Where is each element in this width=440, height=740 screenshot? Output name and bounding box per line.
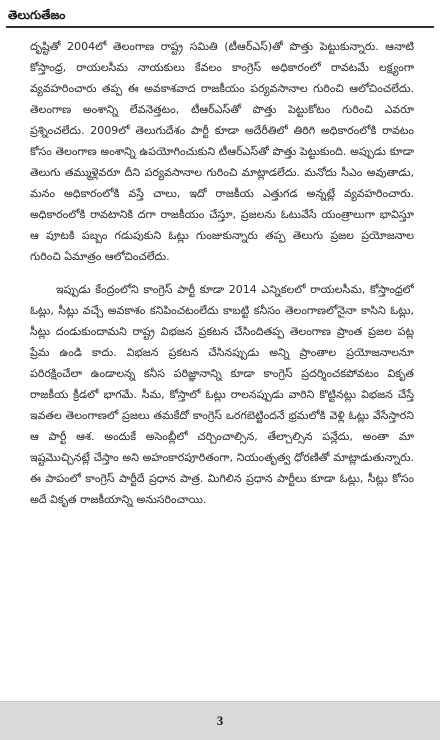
page-number: 3	[216, 713, 224, 728]
page-header	[6, 6, 434, 28]
article-body	[30, 36, 414, 696]
publication-title: తెలుగుతేజం	[8, 8, 66, 22]
paragraph-1: దృష్టితో 2004లో తెలంగాణ రాష్ట్ర సమితి (టీఆర్ఎస్)తో పొత్తు పెట్టుకున్నారు. ఆనాటి కోస్తాంధ్ర, రాయలసీమ నాయకులు కేవలం కాంగ్రెస్ అధికారంలో రావటమే లక్ష్యంగా వ్యవహరించారు తప్ప ఈ అవకాశవాద రాజకీయం పర్యవసానాల గురించి ఆలోచించలేదు. తెలంగాణ అంశాన్ని లేవనెత్తటం, టీఆర్ఎస్‌తో పొత్తు పెట్టుకోటం గురించి ఎవరూ ప్రశ్నించలేదు. 2009లో తెలుగుదేశం పార్టీ కూడా అదేరీతిలో తిరిగి అధికారంలోకి రావటం కోసం తెలంగాణ అంశాన్ని ఉపయోగించుకుని టీఆర్ఎస్‌తో పొత్తు పెట్టుకుంది. అప్పుడు కూడా తెలుగు తమ్ముళ్లెవరూ దీని పర్యవసానాల గురించి మాట్లాడలేదు. మనోదు సీఎం అవుతాడు, మనం అధికారంలోకి వస్తే చాలు, ఇదో రాజకీయ ఎత్తుగడ అన్నట్లే వ్యవహరించారు. అధికారంలోకి రావటానికి దగా రాజకీయం చేస్తూ, ప్రజలను ఓటువేసే యంత్రాలుగా భావిస్తూ ఆ పూటకి పబ్బం గడుపుకుని ఓట్లు గుంజుకున్నారు తప్ప తెలుగు ప్రజల ప్రయోజనాల గురించి ఏమాత్రం ఆలోచించలేదు.	[30, 40, 414, 263]
page-footer	[0, 701, 440, 740]
paragraph-2: ఇప్పుడు కేంద్రంలోని కాంగ్రెస్ పార్టీ కూడా 2014 ఎన్నికలలో రాయలసీమ, కోస్తాంధ్రలో ఓట్లు, సీట్లు వచ్చే అవకాశం కనిపించటంలేదు కాబట్టి కనీసం తెలంగాణలోనైనా కాసిని ఓట్లు, సీట్లు దండుకుందామని రాష్ట్ర విభజన ప్రకటన చేసిందితప్ప తెలంగాణ ప్రాంత ప్రజల పట్ల ప్రేమ ఉండి కాదు. విభజన ప్రకటన చేసినప్పుడు అన్ని ప్రాంతాల ప్రయోజనాలనూ పరిరక్షించేలా ఉండాలన్న కనీస పరిజ్ఞానాన్ని కూడా కాంగ్రెస్ ప్రదర్శించకపోవటం వికృత రాజకీయ క్రీడలో భాగమే. సీమ, కోస్తాలో ఓట్లు రాలనప్పుడు వారిని కొట్టినట్లు విభజన చేస్తే ఇవతల తెలంగాణలో ప్రజలు తమకేదో కాంగ్రెస్ ఒరగబెట్టిందనే భ్రమలోకి వెళ్లి ఓట్లు వేసేస్తారని ఆ పార్టీ ఆశ. అందుకే అసెంబ్లీలో చర్చించాల్సిన, తేల్చాల్సిన పన్లేదు, అంతా మా ఇష్టమొచ్చినట్లే చేస్తాం అని అహంకారపూరితంగా, నియంతృత్వ ధోరణితో మాట్లాడుతున్నారు. ఈ పాపంలో కాంగ్రెస్ పార్టీదే ప్రధాన పాత్ర. మిగిలిన ప్రధాన పార్టీలు కూడా ఓట్లు, సీట్లు కోసం అదే వికృత రాజకీయాన్ని అనుసరించాయి.	[30, 283, 414, 506]
